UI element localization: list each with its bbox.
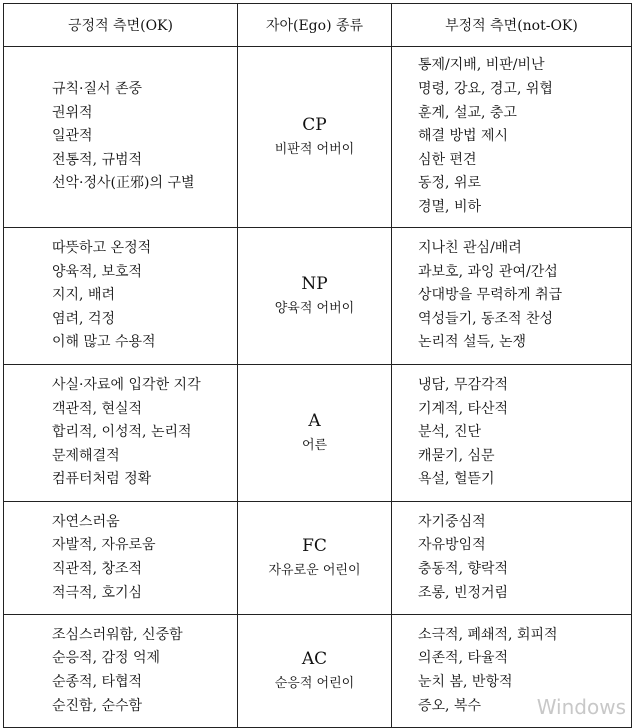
positive-item: 사실·자료에 입각한 지각 — [52, 377, 201, 394]
positive-item: 순종적, 타협적 — [52, 674, 143, 690]
positive-item: 이해 많고 수용적 — [52, 334, 156, 351]
table-row-fc — [4, 502, 632, 615]
positive-cell — [4, 365, 238, 502]
ego-name: 순응적 어린이 — [274, 676, 355, 691]
ego-code: CP — [302, 115, 327, 135]
negative-item: 동정, 위로 — [418, 175, 481, 192]
ego-cell — [238, 365, 392, 502]
positive-item: 조심스러워함, 신중함 — [52, 626, 183, 643]
ego-name: 자유로운 어린이 — [268, 563, 361, 578]
ego-code: AC — [301, 649, 328, 669]
negative-item: 해결 방법 제시 — [418, 128, 509, 145]
positive-item: 객관적, 현실적 — [52, 400, 143, 417]
positive-item: 양육적, 보호적 — [52, 263, 143, 280]
positive-item: 합리적, 이성적, 논리적 — [52, 424, 192, 441]
negative-item: 훈계, 설교, 충고 — [418, 104, 517, 121]
positive-cell — [4, 47, 238, 228]
positive-cell — [4, 228, 238, 365]
header-ego-type: 자아(Ego) 종류 — [238, 4, 392, 47]
ego-name: 비판적 어버이 — [274, 142, 355, 157]
positive-item: 권위적 — [52, 104, 93, 121]
positive-item: 적극적, 호기심 — [52, 584, 143, 601]
positive-item: 지지, 배려 — [52, 287, 115, 304]
negative-item: 과보호, 과잉 관여/간섭 — [418, 263, 558, 280]
ego-name: 양육적 어버이 — [274, 301, 355, 316]
positive-item: 자발적, 자유로움 — [52, 537, 156, 554]
positive-item: 직관적, 창조적 — [52, 561, 143, 577]
negative-item: 조롱, 빈정거림 — [418, 584, 509, 601]
negative-cell — [392, 365, 632, 502]
positive-item: 컴퓨터처럼 정확 — [52, 471, 152, 488]
negative-item: 냉담, 무감각적 — [418, 377, 509, 394]
negative-cell — [392, 228, 632, 365]
negative-item: 욕설, 헐뜯기 — [418, 471, 495, 488]
negative-item: 자유방임적 — [418, 537, 486, 554]
positive-item: 선악·정사(正邪)의 구별 — [52, 175, 195, 192]
positive-cell — [4, 502, 238, 615]
negative-item: 의존적, 타율적 — [418, 650, 509, 667]
negative-item: 경멸, 비하 — [418, 198, 481, 215]
positive-cell — [4, 615, 238, 728]
header-positive: 긍정적 측면(OK) — [4, 4, 238, 47]
ego-name: 어른 — [301, 438, 328, 453]
negative-item: 논리적 설득, 논쟁 — [418, 334, 527, 351]
negative-item: 통제/지배, 비판/비난 — [418, 57, 545, 74]
positive-item: 전통적, 규범적 — [52, 151, 143, 168]
negative-item: 기계적, 타산적 — [418, 400, 509, 417]
positive-item: 순진함, 순수함 — [52, 697, 143, 714]
ego-cell — [238, 502, 392, 615]
ego-code: A — [308, 411, 321, 431]
table-row-cp — [4, 47, 632, 228]
negative-item: 역성들기, 동조적 찬성 — [418, 310, 554, 327]
positive-item: 자연스러움 — [52, 513, 120, 530]
negative-item: 심한 편견 — [418, 151, 477, 168]
positive-item: 염려, 걱정 — [52, 310, 115, 327]
positive-item: 따뜻하고 온정적 — [52, 240, 152, 257]
ego-cell — [238, 228, 392, 365]
negative-item: 명령, 강요, 경고, 위협 — [418, 81, 553, 98]
negative-item: 자기중심적 — [418, 513, 486, 530]
positive-item: 규칙·질서 존중 — [52, 81, 143, 98]
negative-cell — [392, 47, 632, 228]
positive-item: 일관적 — [52, 128, 93, 145]
ego-cell — [238, 615, 392, 728]
ego-cell — [238, 47, 392, 228]
negative-item: 상대방을 무력하게 취급 — [418, 287, 563, 304]
positive-item: 문제해결적 — [52, 447, 120, 464]
ego-states-table — [3, 3, 632, 728]
table-row-a — [4, 365, 632, 502]
negative-item: 눈치 봄, 반항적 — [418, 674, 513, 690]
negative-item: 캐묻기, 심문 — [418, 447, 495, 464]
negative-cell — [392, 502, 632, 615]
positive-item: 순응적, 감정 억제 — [52, 650, 161, 667]
windows-watermark: Windows — [536, 695, 626, 719]
ego-code: FC — [302, 536, 327, 556]
negative-item: 소극적, 폐쇄적, 회피적 — [418, 626, 558, 643]
header-negative: 부정적 측면(not-OK) — [392, 4, 632, 47]
negative-item: 지나친 관심/배려 — [418, 240, 522, 257]
table-row-np — [4, 228, 632, 365]
ego-code: NP — [301, 274, 328, 294]
negative-item: 분석, 진단 — [418, 424, 481, 441]
negative-item: 충동적, 향락적 — [418, 561, 509, 577]
negative-item: 증오, 복수 — [418, 697, 481, 714]
header-row — [4, 4, 632, 47]
